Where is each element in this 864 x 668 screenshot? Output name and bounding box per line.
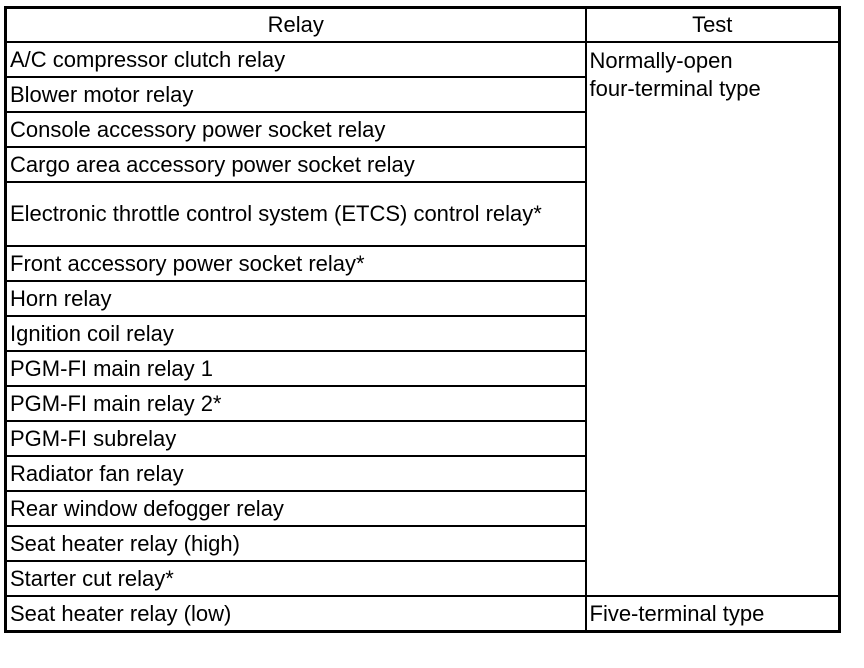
relay-name-cell: Horn relay: [6, 281, 586, 316]
test-type-line-1: Normally-open: [589, 48, 733, 73]
test-type-line-2: four-terminal type: [589, 76, 761, 101]
relay-name-cell: Cargo area accessory power socket relay: [6, 147, 586, 182]
header-row: [6, 8, 840, 43]
test-type-cell-normally-open: [586, 42, 840, 596]
relay-name-cell: Electronic throttle control system (ETCS) control relay*: [6, 182, 586, 246]
relay-name-cell: PGM-FI subrelay: [6, 421, 586, 456]
header-relay: Relay: [6, 8, 586, 43]
header-test: Test: [586, 8, 840, 43]
relay-name-cell: Seat heater relay (high): [6, 526, 586, 561]
relay-name-cell: Seat heater relay (low): [6, 596, 586, 632]
relay-name-cell: Blower motor relay: [6, 77, 586, 112]
table-row: [6, 42, 840, 77]
relay-name-cell: Front accessory power socket relay*: [6, 246, 586, 281]
relay-test-table: [4, 6, 841, 633]
relay-name-cell: Ignition coil relay: [6, 316, 586, 351]
relay-name-cell: Console accessory power socket relay: [6, 112, 586, 147]
relay-name-cell: A/C compressor clutch relay: [6, 42, 586, 77]
table-row: [6, 596, 840, 632]
relay-name-cell: Rear window defogger relay: [6, 491, 586, 526]
relay-name-cell: PGM-FI main relay 2*: [6, 386, 586, 421]
test-type-cell-five-terminal: Five-terminal type: [586, 596, 840, 632]
relay-name-cell: PGM-FI main relay 1: [6, 351, 586, 386]
relay-name-cell: Radiator fan relay: [6, 456, 586, 491]
relay-name-cell: Starter cut relay*: [6, 561, 586, 596]
